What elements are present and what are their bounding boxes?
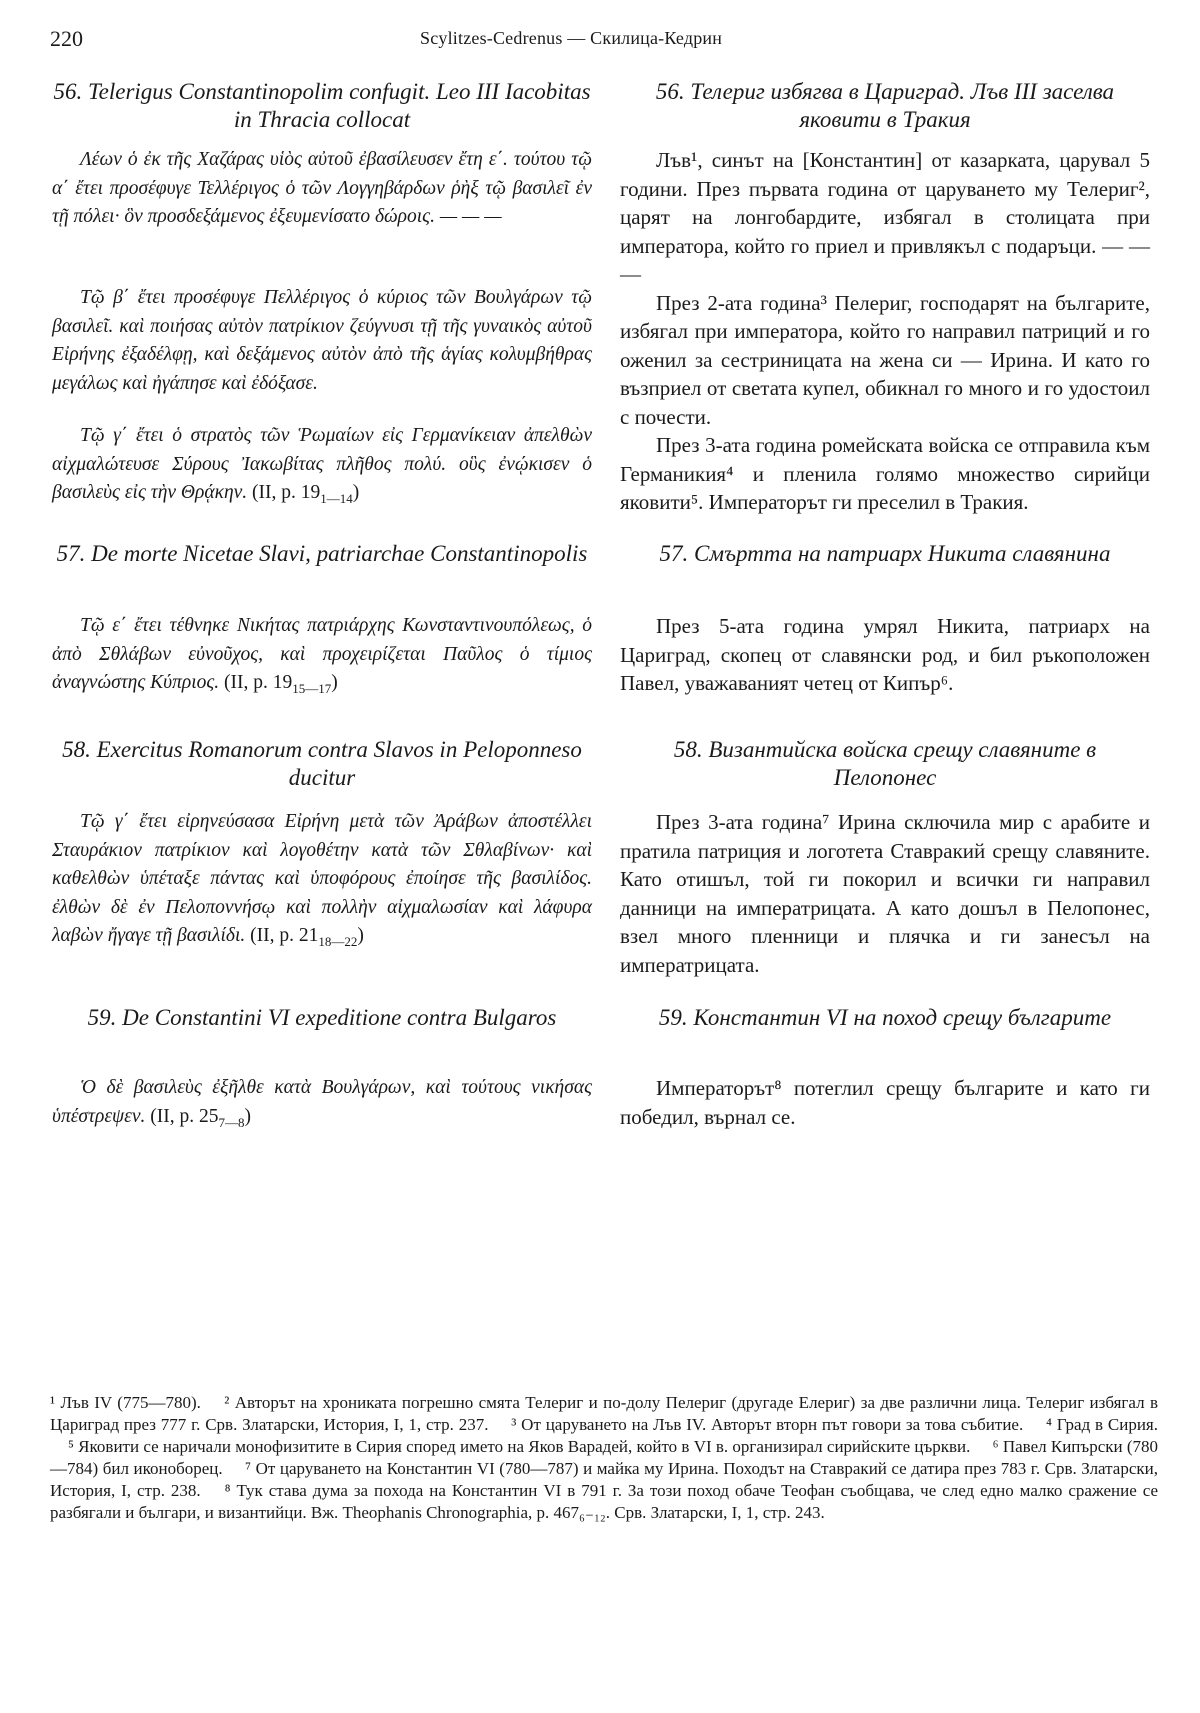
footnote: ⁴ Град в Сирия. bbox=[1046, 1415, 1158, 1434]
bg-title-58: 58. Византийска войска срещу славяните в Пелопонес bbox=[673, 737, 1097, 790]
footnote: ¹ Лъв IV (775—780). bbox=[50, 1393, 201, 1412]
bg-title-57: 57. Смъртта на патриарх Никита славянина bbox=[659, 541, 1111, 566]
bg-translation: Императорът⁸ потеглил срещу българите и като ги победил, върнал се. bbox=[620, 1076, 1150, 1129]
latin-title-58: 58. Exercitus Romanorum contra Slavos in Peloponneso ducitur bbox=[62, 737, 582, 790]
greek-passage: Λέων ὁ ἐκ τῆς Χαζάρας υἱὸς αὐτοῦ ἐβασίλευσεν ἔτη ε΄. τούτου τῷ α΄ ἔτει προσέφυγε Τελλέριγος ὁ τῶν Λογγηβάρδων ῥὴξ τῷ βασιλεῖ ἐν τῇ πόλει· ὃν προσδεξάμενος ἐξευμενίσατο δώροις. — — — bbox=[52, 149, 592, 227]
source-reference: (II, p. $21_{18—22}$) bbox=[250, 925, 364, 949]
bg-title-56: 56. Телериг избягва в Цариград. Лъв III заселва яковити в Тракия bbox=[655, 79, 1115, 132]
footnote: ⁶ Павел Кипърски (780—784) бил иконоборец. bbox=[50, 1437, 1159, 1478]
footnote: ⁸ Тук става дума за похода на Константин VI в 791 г. За този поход обаче Теофан съобщава, че след едно малко сражение се разбягали и българи, и византийци. Вж. Theophanis Chronographia, p. 467₆₋₁₂. Срв. Златарски, I, 1, стр. 243. bbox=[50, 1481, 1158, 1522]
running-head: Scylitzes-Cedrenus — Скилица-Кедрин bbox=[420, 28, 723, 48]
greek-passage: Τῷ β΄ ἔτει προσέφυγε Πελλέριγος ὁ κύριος τῶν Βουλγάρων τῷ βασιλεῖ. καὶ ποιήσας αὐτὸν πατρίκιον ζεύγνυσι τῇ τῆς γυναικὸς αὐτοῦ Εἰρήνης ἐξαδέλφῃ, καὶ δεξάμενος αὐτὸν ἀπὸ τῆς ἁγίας κολυμβήθρας μεγάλως καὶ ἠγάπησε καὶ ἐδόξασε. bbox=[52, 287, 592, 394]
bg-title-59: 59. Константин VI на поход срещу българите bbox=[658, 1005, 1112, 1030]
footnote: ⁷ От царуването на Константин VI (780—787) и майка му Ирина. Походът на Ставракий се датира през 783 г. Срв. Златарски, История, I, стр. 238. bbox=[50, 1459, 1158, 1500]
footnote: ² Авторът на хрониката погрешно смята Телериг и по-долу Пелериг (другаде Елериг) за две различни лица. Телериг избягал в Цариград през 777 г. Срв. Златарски, История, I, 1, стр. 237. bbox=[50, 1393, 1158, 1434]
greek-passage: Τῷ ε΄ ἔτει τέθνηκε Νικήτας πατριάρχης Κωνσταντινουπόλεως, ὁ ἀπὸ Σθλάβων εὐνοῦχος, καὶ προχειρίζεται Παῦλος ὁ τίμιος ἀναγνώστης Κύπριος. (II, p. $19_{15—17}$) bbox=[52, 615, 592, 696]
source-reference: (II, p. $19_{15—17}$) bbox=[224, 672, 338, 696]
greek-passage: Τῷ γ΄ ἔτει ὁ στρατὸς τῶν Ῥωμαίων εἰς Γερμανίκειαν ἀπελθὼν αἰχμαλώτευσε Σύρους Ἰακωβίτας πλῆθος πολύ. οὓς ἐνῴκισεν ὁ βασιλεὺς εἰς τὴν Θρᾴκην. (II, p. $19_{1—14}$) bbox=[52, 425, 592, 506]
latin-title-59: 59. De Constantini VI expeditione contra Bulgaros bbox=[87, 1005, 557, 1030]
footnote: ⁵ Яковити се наричали монофизитите в Сирия според името на Яков Варадей, който в VI в. организирал сирийските църкви. bbox=[68, 1437, 971, 1456]
source-reference: (II, p. $25_{7—8}$) bbox=[150, 1105, 251, 1130]
source-reference: (II, p. $19_{1—14}$) bbox=[252, 482, 360, 506]
greek-passage: Ὁ δὲ βασιλεὺς ἐξῆλθε κατὰ Βουλγάρων, καὶ τούτους νικήσας ὑπέστρεψεν. (II, p. $25_{7—8}$) bbox=[52, 1077, 592, 1130]
footnotes bbox=[50, 1392, 1158, 1524]
latin-title-56: 56. Telerigus Constantinopolim confugit. Leo III Iacobitas in Thracia collocat bbox=[53, 79, 591, 132]
footnote: ³ От царуването на Лъв IV. Авторът вторн път говори за това събитие. bbox=[511, 1415, 1024, 1434]
bg-translation: Лъв¹, синът на [Константин] от казарката, царувал 5 години. През първата година от царуването му Телериг², царят на лонгобардите, избягал в столицата при императора, който го приел и привлякъл с подаръци. — — — През 2-ата година³ Пелериг, господарят на българите, избягал при императора, който го направил патриций и го оженил за сестриницата на жена си — Ирина. И като го възприел от светата купел, обикнал го много и го удостоил с почести. През 3-ата година ромейската войска се отправила към Германикия⁴ и пленила голямо множество сирийци яковити⁵. Императорът ги преселил в Тракия. bbox=[620, 148, 1150, 514]
bg-translation: През 3-ата година⁷ Ирина сключила мир с арабите и пратила патриция и логотета Ставракий срещу славяните. Като отишъл, той ги покорил и всички ги направил данници на императрицата. А като дошъл в Пелопонес, взел много пленници и плячка и ги занесъл на императрицата. bbox=[620, 810, 1150, 977]
bg-translation: През 5-ата година умрял Никита, патриарх на Цариград, скопец от славянски род, и бил ръкоположен Павел, уважаваният четец от Кипър⁶. bbox=[620, 614, 1150, 695]
page-number: 220 bbox=[50, 26, 83, 51]
greek-passage: Τῷ γ΄ ἔτει εἰρηνεύσασα Εἰρήνη μετὰ τῶν Ἀράβων ἀποστέλλει Σταυράκιον πατρίκιον καὶ λογοθέτην κατὰ τῶν Σθλαβίνων· καὶ καθελθὼν ὑπέταξε πάντας καὶ ὑποφόρους ἐποίησε τῆς βασιλίδος. ἐλθὼν δὲ ἐν Πελοποννήσῳ καὶ πολλὴν αἰχμαλωσίαν καὶ λάφυρα λαβὼν ἤγαγε τῇ βασιλίδι. (II, p. $21_{18—22}$) bbox=[52, 811, 592, 949]
latin-title-57: 57. De morte Nicetae Slavi, patriarchae Constantinopolis bbox=[56, 541, 588, 566]
